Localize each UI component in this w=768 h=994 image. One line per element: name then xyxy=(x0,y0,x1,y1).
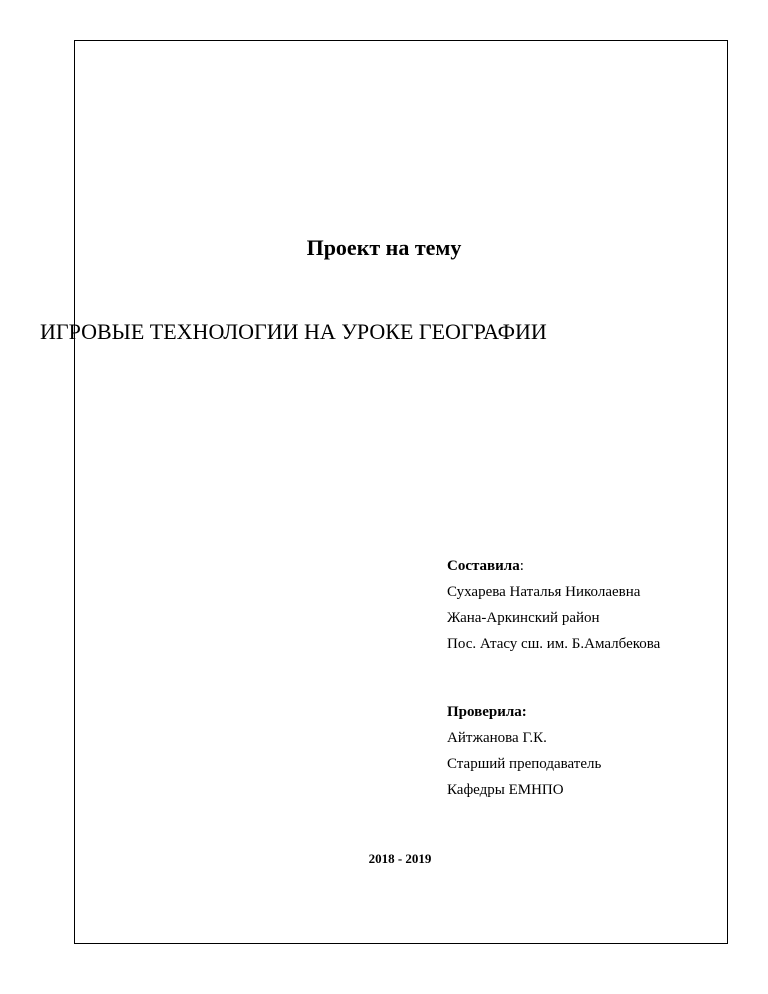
author-district: Жана-Аркинский район xyxy=(447,610,600,626)
compiled-by-label: Составила xyxy=(447,558,520,574)
author-name: Сухарева Наталья Николаевна xyxy=(447,584,641,600)
compiled-by-colon: : xyxy=(519,558,524,574)
compiled-by-label-line xyxy=(447,556,660,582)
academic-year: 2018 - 2019 xyxy=(368,851,432,866)
compiled-by-block xyxy=(447,556,660,660)
reviewer-name: Айтжанова Г.К. xyxy=(447,730,547,746)
page-border xyxy=(74,40,728,944)
project-title: ИГРОВЫЕ ТЕХНОЛОГИИ НА УРОКЕ ГЕОГРАФИИ xyxy=(40,319,547,344)
checked-by-block xyxy=(447,702,601,806)
reviewer-position: Старший преподаватель xyxy=(447,756,602,772)
checked-by-label: Проверила: xyxy=(447,704,527,720)
reviewer-department: Кафедры ЕМНПО xyxy=(447,782,564,798)
project-heading: Проект на тему xyxy=(306,235,462,260)
author-school: Пос. Атасу сш. им. Б.Амалбекова xyxy=(447,636,661,652)
